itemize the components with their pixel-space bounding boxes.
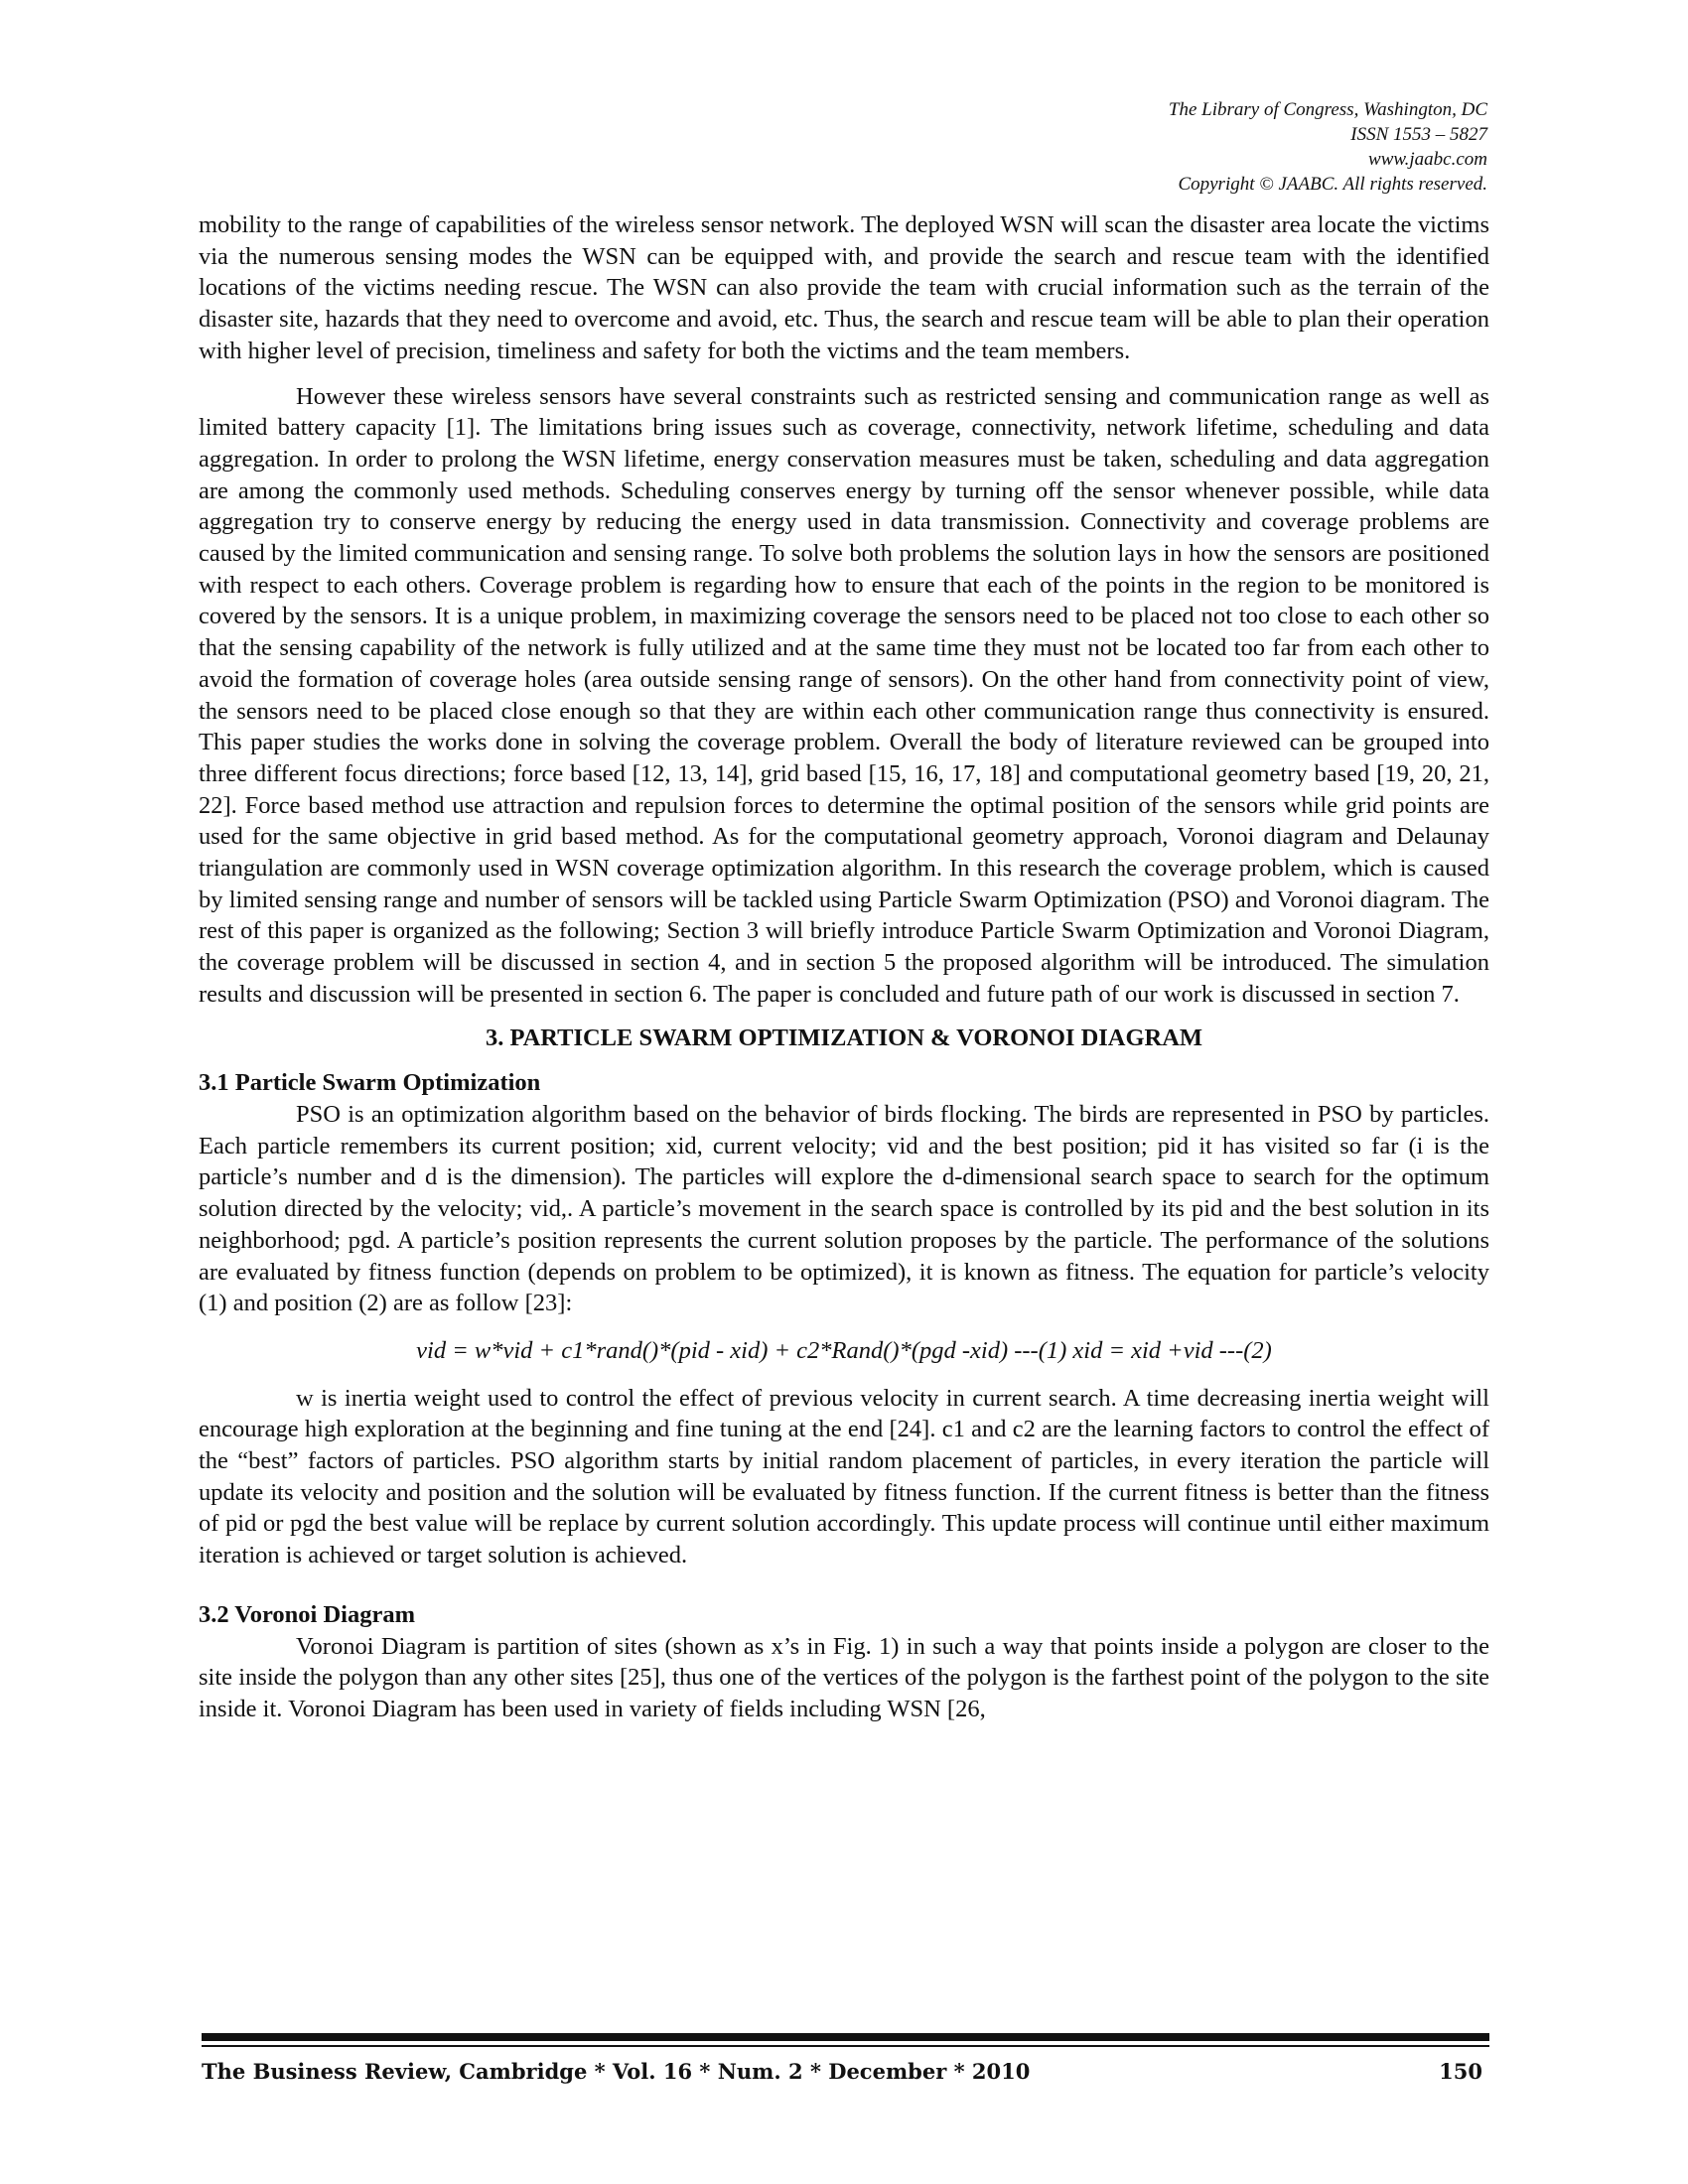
body-paragraph-2: However these wireless sensors have several constraints such as restricted sensing and communication range as well as limited battery capacity [1]. The limitations bring issues such as coverage, connectivity, network lifetime, scheduling and data aggregation. In order to prolong the WSN lifetime, energy conservation measures must be taken, scheduling and data aggregation are among the commonly used methods. Scheduling conserves energy by turning off the sensor whenever possible, while data aggregation try to conserve energy by reducing the energy used in data transmission. Connectivity and coverage problems are caused by the limited communication and sensing range. To solve both problems the solution lays in how the sensors are positioned with respect to each others. Coverage problem is regarding how to ensure that each of the points in the region to be monitored is covered by the sensors. It is a unique problem, in maximizing coverage the sensors need to be placed not too close to each other so that the sensing capability of the network is fully utilized and at the same time they must not be located too far from each other to avoid the formation of coverage holes (area outside sensing range of sensors). On the other hand from connectivity point of view, the sensors need to be placed close enough so that they are within each other communication range thus connectivity is ensured. This paper studies the works done in solving the coverage problem. Overall the body of literature reviewed can be grouped into three different focus directions; force based [12, 13, 14], grid based [15, 16, 17, 18] and computational geometry based [19, 20, 21, 22]. Force based method use attraction and repulsion forces to determine the optimal position of the sensors while grid points are used for the same objective in grid based method. As for the computational geometry approach, Voronoi diagram and Delaunay triangulation are commonly used in WSN coverage optimization algorithm. In this research the coverage problem, which is caused by limited sensing range and number of sensors will be tackled using Particle Swarm Optimization (PSO) and Voronoi diagram. The rest of this paper is organized as the following; Section 3 will briefly introduce Particle Swarm Optimization and Voronoi Diagram, the coverage problem will be discussed in section 4, and in section 5 the proposed algorithm will be introduced. The simulation results and discussion will be presented in section 6. The paper is concluded and future path of our work is discussed in section 7. (199, 382, 1489, 1008)
subsection-3-2-heading: 3.2 Voronoi Diagram (199, 1600, 416, 1628)
page-header (1169, 97, 1487, 197)
subsection-3-1-heading: 3.1 Particle Swarm Optimization (199, 1069, 541, 1097)
section-3-heading: 3. PARTICLE SWARM OPTIMIZATION & VORONOI DIAGRAM (485, 1024, 1203, 1051)
page-footer (202, 2059, 1482, 2084)
footer-rule-thin (202, 2045, 1489, 2047)
header-issn: ISSN 1553 – 5827 (1350, 124, 1487, 145)
page-body (199, 209, 1489, 1725)
body-paragraph-3: PSO is an optimization algorithm based on the behavior of birds flocking. The birds are represented in PSO by particles. Each particle remembers its current position; xid, current velocity; vid and the best position; pid it has visited so far (i is the particle’s number and d is the dimension). The particles will explore the d-dimensional search space to search for the optimum solution directed by the velocity; vid,. A particle’s movement in the search space is controlled by its pid and the best solution in its neighborhood; pgd. A particle’s position represents the current solution proposes by the particle. The performance of the solutions are evaluated by fitness function (depends on problem to be optimized), it is known as fitness. The equation for particle’s velocity (1) and position (2) are as follow [23]: (199, 1100, 1489, 1317)
header-website: www.jaabc.com (1368, 149, 1487, 170)
body-paragraph-4: w is inertia weight used to control the effect of previous velocity in current search. A time decreasing inertia weight will encourage high exploration at the beginning and fine tuning at the end [24]. c1 and c2 are the learning factors to control the effect of the “best” factors of particles. PSO algorithm starts by initial random placement of particles, in every iteration the particle will update its velocity and position and the solution will be evaluated by fitness function. If the current fitness is better than the fitness of pid or pgd the best value will be replace by current solution accordingly. This update process will continue until either maximum iteration is achieved or target solution is achieved. (199, 1384, 1489, 1570)
header-library: The Library of Congress, Washington, DC (1168, 99, 1487, 120)
body-paragraph-1: mobility to the range of capabilities of the wireless sensor network. The deployed WSN will scan the disaster area locate the victims via the numerous sensing modes the WSN can be equipped with, and provide the search and rescue team with the identified locations of the victims needing rescue. The WSN can also provide the team with crucial information such as the terrain of the disaster site, hazards that they need to overcome and avoid, etc. Thus, the search and rescue team will be able to plan their operation with higher level of precision, timeliness and safety for both the victims and the team members. (199, 211, 1489, 364)
footer-page-number: 150 (1439, 2059, 1482, 2084)
header-copyright: Copyright © JAABC. All rights reserved. (1178, 174, 1487, 195)
footer-rule-thick (202, 2033, 1489, 2041)
pso-equation: vid = w*vid + c1*rand()*(pid - xid) + c2*Rand()*(pgd -xid) ---(1) xid = xid +vid ---(2) (416, 1336, 1272, 1364)
footer-journal: The Business Review, Cambridge * Vol. 16 * Num. 2 * December * 2010 (202, 2059, 1031, 2084)
body-paragraph-5: Voronoi Diagram is partition of sites (shown as x’s in Fig. 1) in such a way that points inside a polygon are closer to the site inside the polygon than any other sites [25], thus one of the vertices of the polygon is the farthest point of the polygon to the site inside it. Voronoi Diagram has been used in variety of fields including WSN [26, (199, 1632, 1489, 1722)
